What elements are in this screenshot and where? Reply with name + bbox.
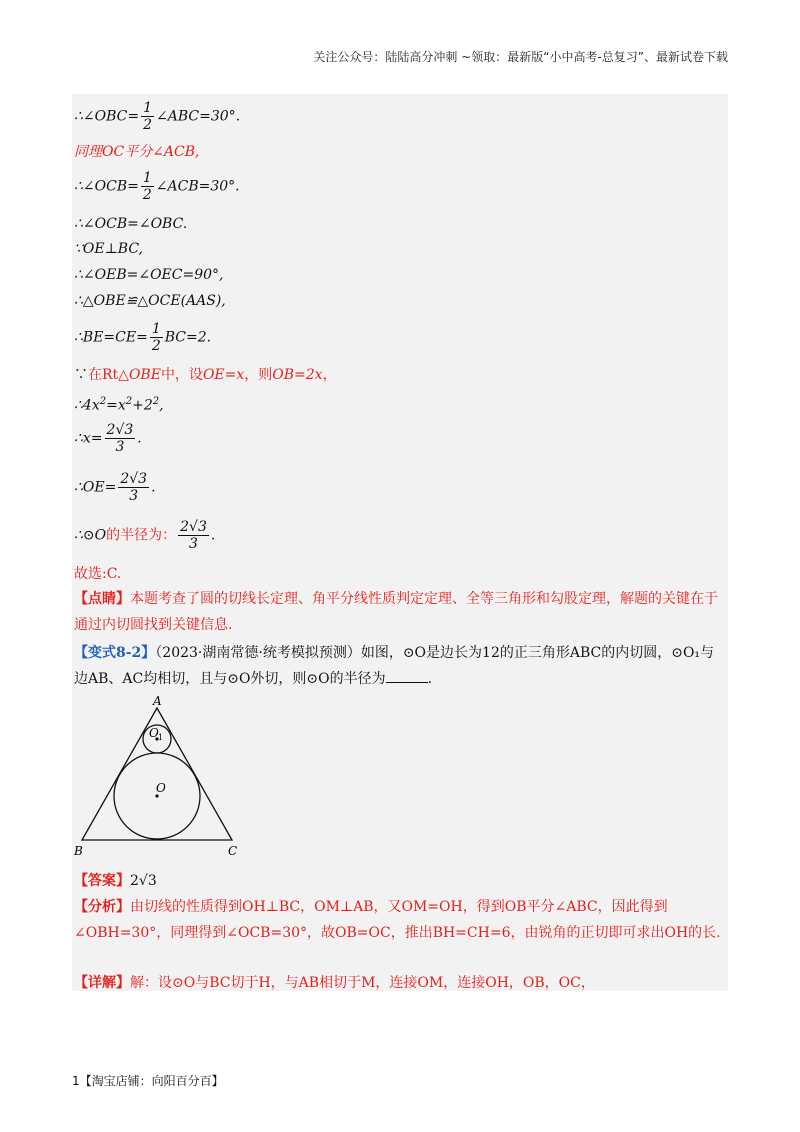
step-2: 同理OC平分∠ACB, — [74, 144, 200, 160]
analysis-text: 由切线的性质得到OH⊥BC，OM⊥AB，又OM=OH，得到OB平分∠ABC，因此得到∠OBH=30°，同理得到∠OCB=30°，故OB=OC，推出BH=CH=6，由锐角的正切即可求出OH的长. — [74, 899, 721, 941]
variant-end: . — [427, 671, 433, 687]
triangle-figure — [72, 695, 272, 860]
label-o: O — [156, 781, 166, 795]
answer-tag: 【答案】 — [74, 873, 130, 889]
step-3: ∴∠OCB= $\frac{1}{2}$ ∠ACB=30°. — [74, 170, 240, 203]
answer-value: 2√3 — [130, 873, 157, 889]
step-6: ∴∠OEB=∠OEC=90°, — [74, 267, 224, 283]
variant-block — [74, 640, 724, 692]
step-7: ∴△OBE≌△OCE(AAS), — [74, 293, 226, 309]
label-b: B — [74, 844, 83, 858]
answer-choice: 故选:C. — [74, 566, 122, 582]
label-a: A — [153, 695, 162, 708]
page-header: 关注公众号：陆陆高分冲刺 ~领取：最新版“小中高考-总复习”、最新试卷下载 — [313, 50, 728, 64]
comment-text: 本题考查了圆的切线长定理、角平分线性质判定定理、全等三角形和勾股定理，解题的关键在于通过内切圆找到关键信息. — [74, 591, 718, 633]
step-4: ∴∠OCB=∠OBC. — [74, 216, 188, 232]
variant-tag: 【变式8-2】 — [74, 645, 156, 661]
detail-block — [74, 970, 724, 996]
comment-block — [74, 586, 724, 638]
analysis-block — [74, 894, 724, 946]
step-10: $\therefore 4x^2=x^2+2^2$, — [74, 396, 164, 414]
step-1: ∴∠OBC= $\frac{1}{2}$ ∠ABC=30°. — [74, 100, 241, 133]
answer-line — [74, 872, 157, 890]
step-11: ∴x= $\frac{2√3}{3}$ . — [74, 422, 142, 455]
step-8: ∴BE=CE= $\frac{1}{2}$ BC=2. — [74, 321, 212, 354]
label-c: C — [228, 844, 238, 858]
page-footer: 1【淘宝店铺：向阳百分百】 — [72, 1074, 224, 1088]
step-5: ∵OE⊥BC, — [74, 241, 143, 257]
step-13: ∴⊙O的半径为： $\frac{2√3}{3}$ . — [74, 519, 216, 552]
detail-tag: 【详解】 — [74, 975, 130, 991]
variant-source: （2023·湖南常德·统考模拟预测） — [155, 645, 361, 661]
label-o1: O — [149, 726, 159, 740]
step-12: ∴OE= $\frac{2√3}{3}$ . — [74, 471, 156, 504]
detail-text: 解：设⊙O与BC切于H，与AB相切于M，连接OM，连接OH，OB，OC， — [130, 975, 595, 991]
answer-blank — [386, 668, 428, 683]
analysis-tag: 【分析】 — [74, 899, 130, 915]
step-9: ∵在Rt△OBE中，设OE=x，则OB=2x， — [74, 367, 337, 383]
label-o1-sub: 1 — [158, 733, 164, 742]
variant-text: 如图，⊙O是边长为12的正三角形ABC的内切圆，⊙O₁与边AB、AC均相切，且与⊙O外切，则⊙O的半径为 — [74, 645, 715, 687]
comment-tag: 【点睛】 — [74, 591, 130, 607]
